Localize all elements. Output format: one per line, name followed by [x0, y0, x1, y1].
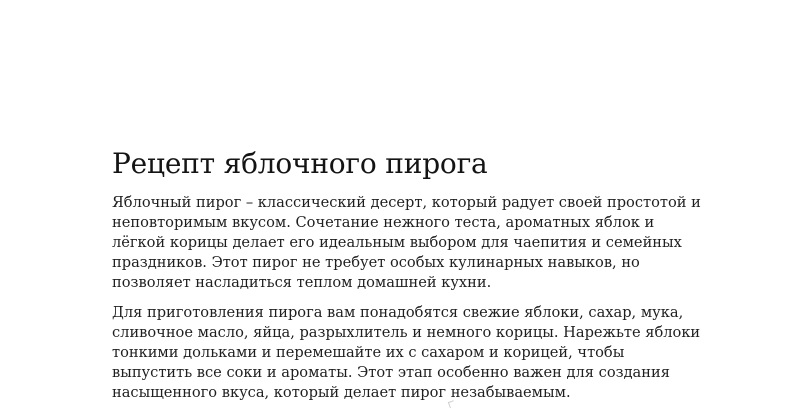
ingredients-paragraph: Для приготовления пирога вам понадобятся свежие яблоки, сахар, мука, сливочное масло, яйца, разрыхлитель и немного корицы. Нарежьте яблоки тонкими дольками и перемешайте их с сахаром и корицей, чтобы выпустить все соки и ароматы. Этот этап особенно важен для создания насыщенного вкуса, который делает пирог незабываемым. [112, 304, 701, 401]
article-title: Рецепт яблочного пирога [112, 147, 488, 180]
recipe-article [112, 144, 702, 408]
intro-paragraph: Яблочный пирог – классический десерт, который радует своей простотой и неповторимым вкусом. Сочетание нежного теста, ароматных яблок и лёгкой корицы делает его идеальным выбором для чаепития и семейных праздников. Этот пирог не требует особых кулинарных навыков, но позволяет насладиться теплом домашней кухни. [112, 194, 701, 291]
